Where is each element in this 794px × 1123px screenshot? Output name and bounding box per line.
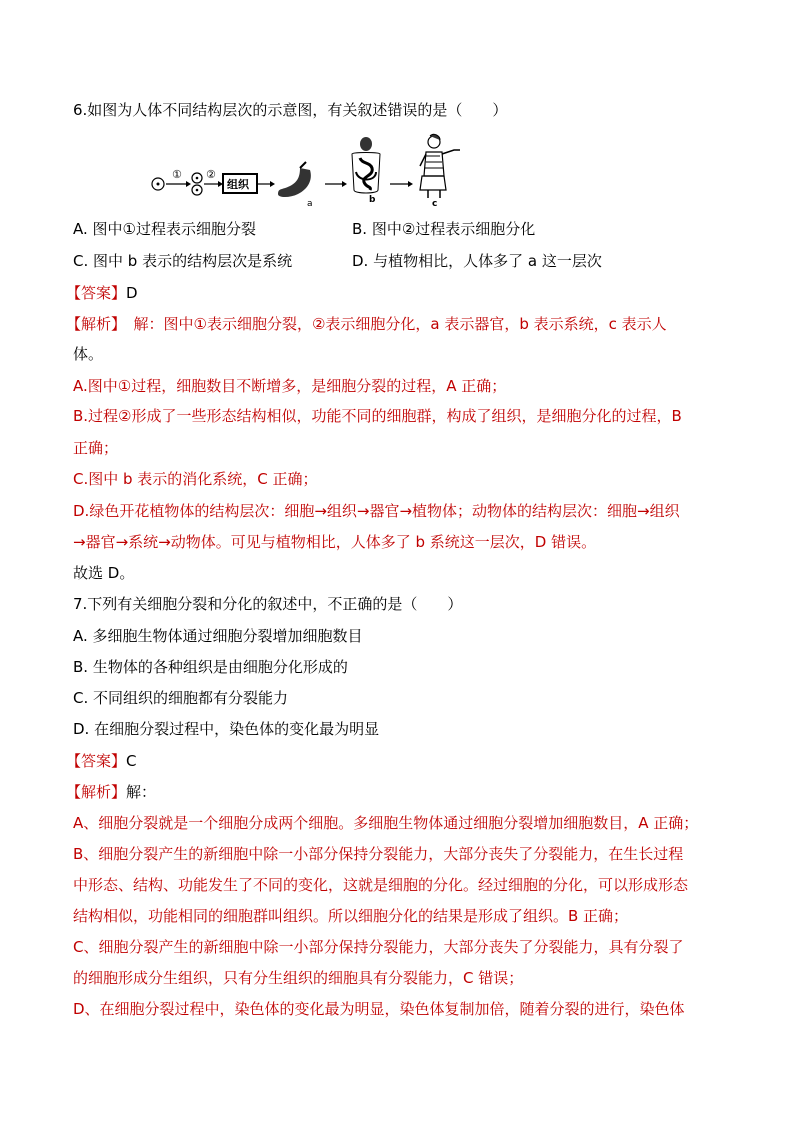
q7-analysis-line1 — [66, 782, 156, 802]
label-c: c — [432, 199, 438, 209]
q6-option-d: D. 与植物相比，人体多了 a 这一层次 — [352, 252, 602, 270]
q6-conclusion: 故选 D。 — [73, 564, 135, 582]
q7-analysis-label: 【解析】 — [66, 783, 127, 801]
step-2-label: ② — [206, 168, 216, 181]
tissue-box-label: 组织 — [227, 178, 249, 191]
q7-analysis-intro: 解： — [126, 783, 157, 801]
q7-analysis-b2: 中形态、结构、功能发生了不同的变化，这就是细胞的分化。经过细胞的分化，可以形成形态 — [73, 876, 689, 894]
q7-analysis-c1: C、细胞分裂产生的新细胞中除一小部分保持分裂能力，大部分丧失了分裂能力，具有分裂了 — [73, 938, 684, 956]
q6-option-a: A. 图中①过程表示细胞分裂 — [73, 220, 256, 238]
q7-answer-value: C — [126, 752, 137, 770]
q7-option-a: A. 多细胞生物体通过细胞分裂增加细胞数目 — [73, 627, 363, 645]
q6-analysis-label: 【解析】 — [66, 315, 119, 333]
q7-answer-label: 【答案】 — [66, 752, 127, 770]
q7-option-c: C. 不同组织的细胞都有分裂能力 — [73, 689, 289, 707]
q6-answer-label: 【答案】 — [66, 284, 127, 302]
q7-question: 7.下列有关细胞分裂和分化的叙述中，不正确的是（ ） — [73, 595, 463, 613]
q6-analysis-b1: B.过程②形成了一些形态结构相似，功能不同的细胞群，构成了组织，是细胞分化的过程，B — [73, 407, 682, 425]
q7-option-d: D. 在细胞分裂过程中，染色体的变化最为明显 — [73, 720, 380, 738]
q6-analysis-c: C.图中 b 表示的消化系统，C 正确； — [73, 470, 318, 488]
q6-analysis-line2: 体。 — [73, 345, 104, 363]
structure-levels-diagram — [150, 132, 470, 212]
q7-analysis-a: A、细胞分裂就是一个细胞分成两个细胞。多细胞生物体通过细胞分裂增加细胞数目，A 正确； — [73, 814, 699, 832]
stomach-icon — [278, 168, 311, 197]
q7-analysis-c2: 的细胞形成分生组织，只有分生组织的细胞具有分裂能力，C 错误； — [73, 969, 524, 987]
q6-option-b: B. 图中②过程表示细胞分化 — [352, 220, 536, 238]
q6-analysis-d1: D.绿色开花植物体的结构层次：细胞→组织→器官→植物体；动物体的结构层次：细胞→组织 — [73, 502, 680, 520]
q7-analysis-b1: B、细胞分裂产生的新细胞中除一小部分保持分裂能力，大部分丧失了分裂能力，在生长过程 — [73, 845, 684, 863]
label-b: b — [369, 195, 376, 205]
q7-answer — [66, 751, 137, 771]
q6-answer-value: D — [126, 284, 138, 302]
q6-analysis-b2: 正确； — [73, 439, 119, 457]
q6-analysis-line1 — [66, 314, 667, 334]
q6-answer — [66, 283, 138, 303]
step-1-label: ① — [172, 168, 182, 181]
human-body-icon — [420, 134, 460, 198]
q7-option-b: B. 生物体的各种组织是由细胞分化形成的 — [73, 658, 348, 676]
q6-analysis-d2: →器官→系统→动物体。可见与植物相比，人体多了 b 系统这一层次，D 错误。 — [73, 533, 597, 551]
q7-analysis-b3: 结构相似，功能相同的细胞群叫组织。所以细胞分化的结果是形成了组织。B 正确； — [73, 907, 629, 925]
q6-question: 6.如图为人体不同结构层次的示意图，有关叙述错误的是（ ） — [73, 101, 508, 119]
digestive-system-icon — [352, 137, 380, 193]
q6-analysis-a: A.图中①过程，细胞数目不断增多，是细胞分裂的过程，A 正确； — [73, 377, 507, 395]
q6-option-c: C. 图中 b 表示的结构层次是系统 — [73, 252, 293, 270]
label-a: a — [307, 199, 313, 209]
q6-analysis-intro: 解：图中①表示细胞分裂，②表示细胞分化，a 表示器官，b 表示系统，c 表示人 — [118, 315, 667, 333]
q7-analysis-d1: D、在细胞分裂过程中，染色体的变化最为明显，染色体复制加倍，随着分裂的进行，染色体 — [73, 1000, 685, 1018]
